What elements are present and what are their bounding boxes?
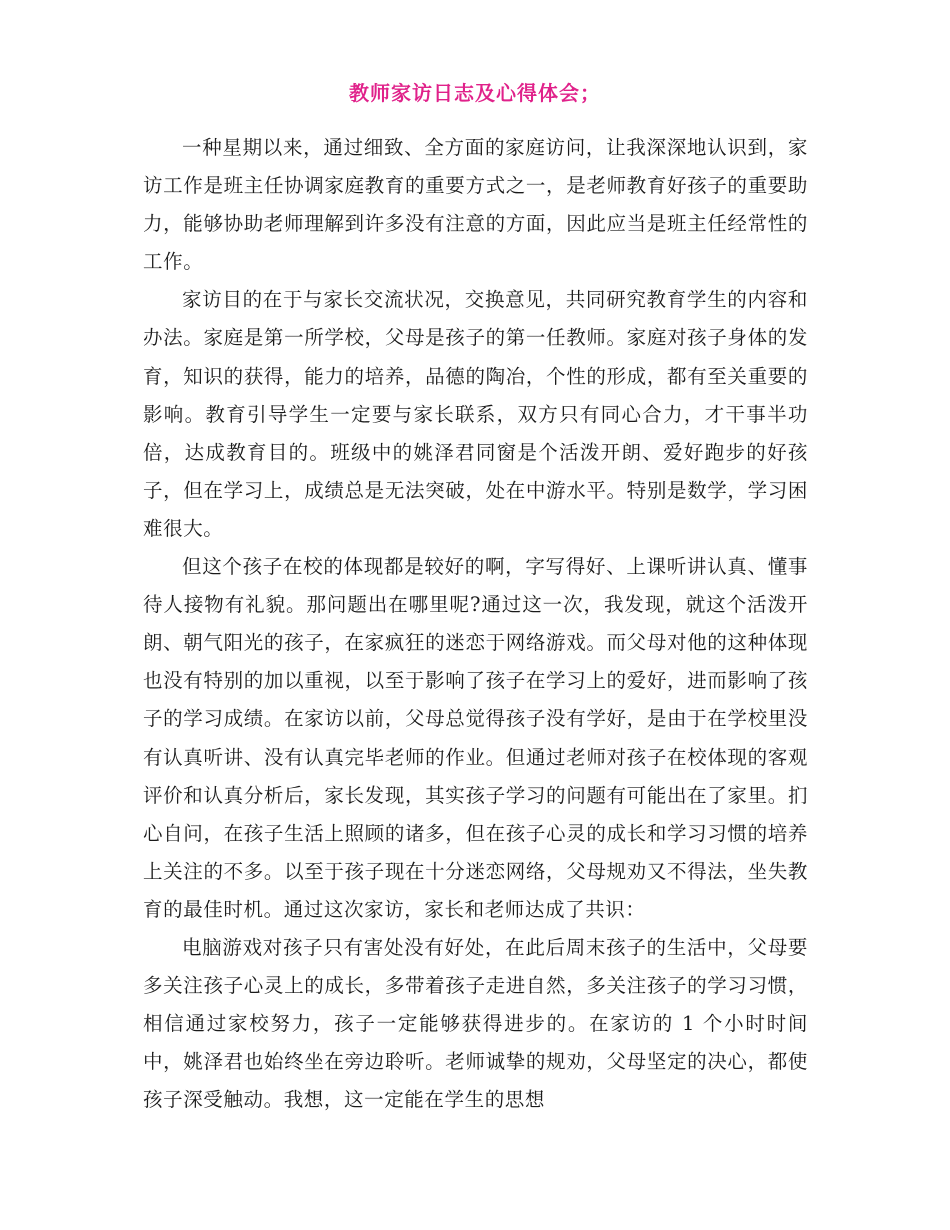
document-body bbox=[143, 129, 808, 1119]
paragraph-2: 家访目的在于与家长交流状况，交换意见，共同研究教育学生的内容和办法。家庭是第一所学校，父母是孩子的第一任教师。家庭对孩子身体的发育，知识的获得，能力的培养，品德的陶冶，个性的形成，都有至关重要的影响。教育引导学生一定要与家长联系，双方只有同心合力，才干事半功倍，达成教育目的。班级中的姚泽君同窗是个活泼开朗、爱好跑步的好孩子，但在学习上，成绩总是无法突破，处在中游水平。特别是数学，学习困难很大。 bbox=[143, 288, 808, 540]
paragraph-3: 但这个孩子在校的体现都是较好的啊，字写得好、上课听讲认真、懂事待人接物有礼貌。那问题出在哪里呢?通过这一次，我发现，就这个活泼开朗、朝气阳光的孩子，在家疯狂的迷恋于网络游戏。而父母对他的这种体现也没有特别的加以重视，以至于影响了孩子在学习上的爱好，进而影响了孩子的学习成绩。在家访以前，父母总觉得孩子没有学好，是由于在学校里没有认真听讲、没有认真完毕老师的作业。但通过老师对孩子在校体现的客观评价和认真分析后，家长发现，其实孩子学习的问题有可能出在了家里。扪心自问，在孩子生活上照顾的诸多，但在孩子心灵的成长和学习习惯的培养上关注的不多。以至于孩子现在十分迷恋网络，父母规劝又不得法，坐失教育的最佳时机。通过这次家访，家长和老师达成了共识： bbox=[143, 555, 808, 921]
paragraph-1: 一种星期以来，通过细致、全方面的家庭访问，让我深深地认识到，家访工作是班主任协调家庭教育的重要方式之一，是老师教育好孩子的重要助力，能够协助老师理解到许多没有注意的方面，因此应当是班主任经常性的工作。 bbox=[143, 136, 808, 274]
paragraph-4: 电脑游戏对孩子只有害处没有好处，在此后周末孩子的生活中，父母要多关注孩子心灵上的成长，多带着孩子走进自然，多关注孩子的学习习惯，相信通过家校努力，孩子一定能够获得进步的。在家访的 1 个小时时间中，姚泽君也始终坐在旁边聆听。老师诚挚的规劝，父母坚定的决心，都使孩子深受触动。我想，这一定能在学生的思想 bbox=[143, 935, 808, 1112]
document-title: 教师家访日志及心得体会； bbox=[349, 81, 601, 105]
